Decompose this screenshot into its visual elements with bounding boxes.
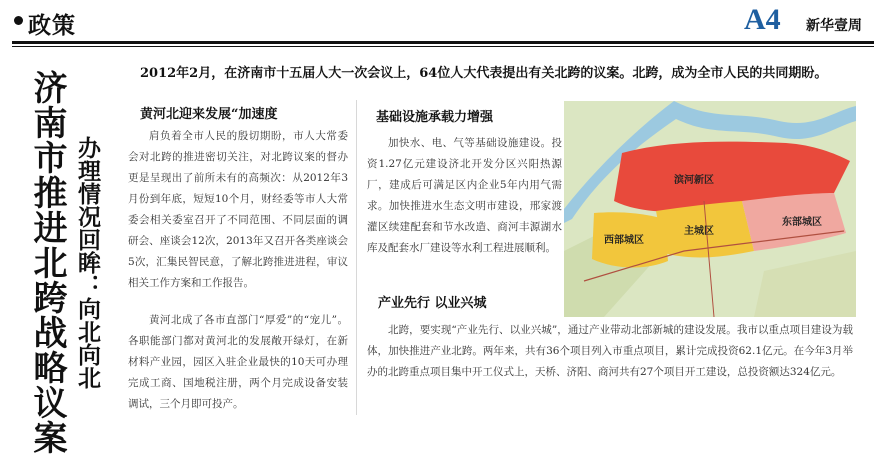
section-body-industry [367,320,853,383]
sub-title: 办理情况回眸：向北向北 [74,136,101,389]
paper-name: 新华壹周 [806,18,862,34]
header-rule-thick [12,41,874,44]
map-label-west: 西部城区 [604,235,644,246]
map-label-east: 东部城区 [782,217,822,228]
section-heading-industry: 产业先行 以业兴城 [378,296,487,311]
planning-map [564,101,856,317]
column-divider [356,100,357,415]
map-label-main: 主城区 [684,226,714,237]
section-heading-north-growth: 黄河北迎来发展“加速度 [140,107,278,122]
header-rule-thin [12,46,874,47]
section-heading-infrastructure: 基础设施承载力增强 [376,110,494,125]
section-body-infrastructure [367,133,562,259]
map-label-binhe: 滨河新区 [674,175,714,186]
paragraph: 北跨，要实现“产业先行、以业兴城”，通过产业带动北部新城的建设发展。我市以重点项目建设为载体，加快推进产业北跨。两年来，共有36个项目列入市重点项目，累计完成投资62.1亿元。在今年3月举办的北跨重点项目集中开工仪式上，天桥、济阳、商河共有27个项目开工建设，总投资额达324亿元。 [367,324,853,378]
planning-map-svg [564,101,856,317]
paragraph: 加快水、电、气等基础设施建设。投资1.27亿元建设济北开发分区兴阳热源厂，建成后可满足区内企业5年内用气需求。加快推进水生态文明市建设，邢家渡灌区续建配套和节水改造、商河丰源湖水库及配套水厂建设等水利工程进展顺利。 [367,137,562,254]
section-body-north-growth-2 [128,310,348,415]
lead-paragraph: 2012年2月，在济南市十五届人大一次会议上，64位人大代表提出有关北跨的议案。北跨，成为全市人民的共同期盼。 [140,66,828,81]
main-title: 济南市推进北跨战略议案 [27,70,67,455]
paragraph: 黄河北成了各市直部门“厚爱”的“宠儿”。各职能部门都对黄河北的发展敞开绿灯，在新材料产业园，园区入驻企业最快的10天可办理完成工商、国地税注册，两个月完成设备安装调试，三个月即可投产。 [128,314,348,410]
paragraph: 肩负着全市人民的殷切期盼，市人大常委会对北跨的推进密切关注，对北跨议案的督办更是呈现出了前所未有的高频次：从2012年3月份到年底，短短10个月，财经委等市人大常委会相关委室召开了不同范围、不同层面的调研会、座谈会12次，2013年又召开各类座谈会5次，汇集民智民意，了解北跨推进进程，审议相关工作方案和工作报告。 [128,130,348,289]
section-body-north-growth [128,126,348,294]
page-number: A4 [744,3,781,36]
section-bullet [14,16,23,25]
section-name: 政策 [28,12,76,39]
